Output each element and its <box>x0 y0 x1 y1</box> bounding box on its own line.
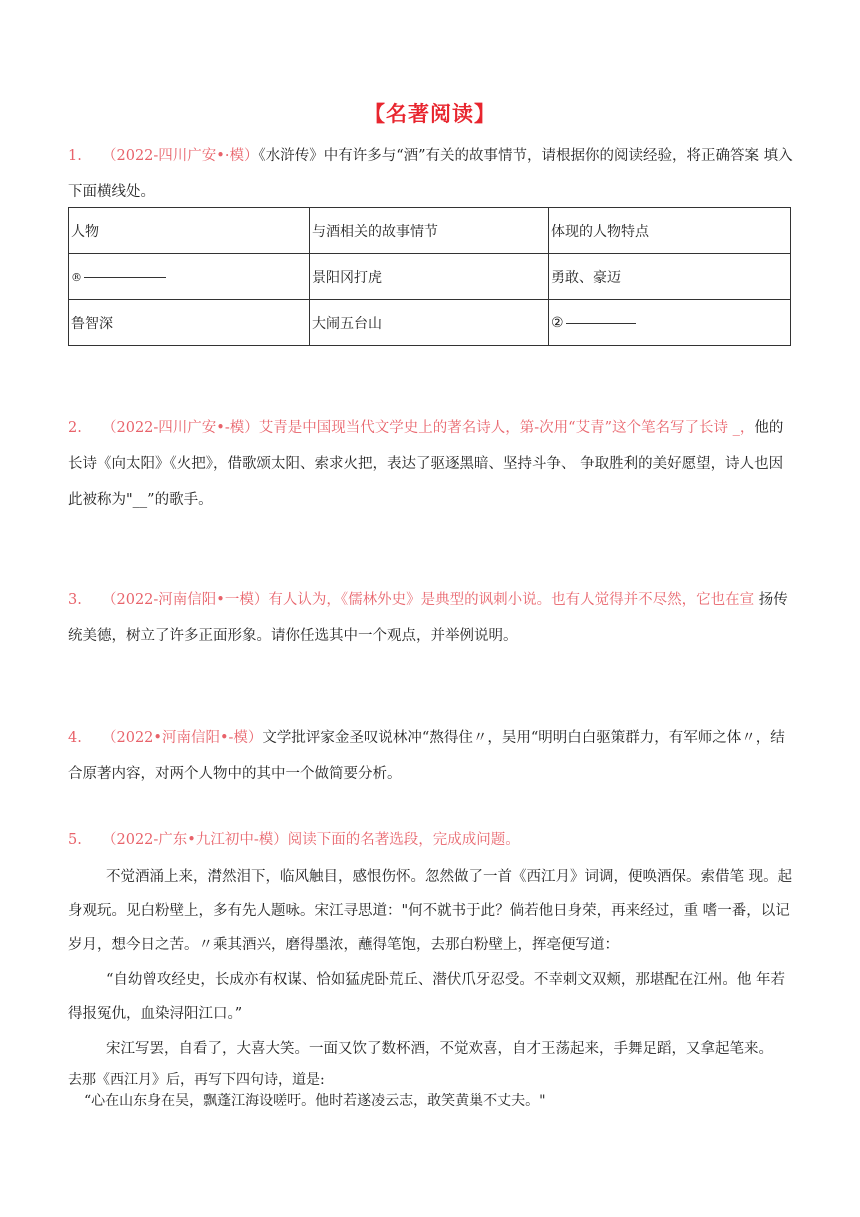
table-header-cell: 体现的人物特点 <box>549 208 791 254</box>
answer-blank[interactable] <box>566 322 636 324</box>
answer-blank[interactable] <box>84 276 166 278</box>
question-number: 1. <box>68 148 82 164</box>
question-2 <box>68 410 796 518</box>
question-text: 《水浒传》中有许多与“酒”有关的故事情节，请根据你的阅读经验，将正确答案 填入下面横线处。 <box>68 148 793 200</box>
table-cell: 鲁智深 <box>69 300 310 346</box>
question-text: 扬传统美德，树立了许多正面形象。请你任选其中一个观点，并举例说明。 <box>68 592 788 644</box>
table-cell <box>549 300 791 346</box>
blank-marker: ® <box>71 270 82 284</box>
table-header-cell: 与酒相关的故事情节 <box>310 208 549 254</box>
question-text-highlight: 艾青是中国现当代文学史上的著名诗人，第-次用“艾青”这个笔名写了长诗 _， <box>258 420 755 436</box>
question-number: 5. <box>68 832 82 848</box>
question-3 <box>68 582 796 654</box>
passage-poem: “自幼曾攻经史，长成亦有权谋、恰如猛虎卧荒丘、潜伏爪牙忍受。不幸刺文双颊，那堪配在江州。他 年若得报冤仇，血染浔阳江口。” <box>68 972 786 1022</box>
table-header-row <box>69 208 791 254</box>
page-title: 【名著阅读】 <box>364 102 496 126</box>
question-number: 4. <box>68 730 82 746</box>
passage-poem: “心在山东身在吴，飘蓬江海设嗟吁。他时若遂凌云志，敢笑黄巢不丈夫。" <box>84 1093 546 1109</box>
question-text: 他的长诗《向太阳》《火把》，借歌颂太阳、索求火把，表达了驱逐黑暗、坚持斗争、 争取胜利的美好愿望，诗人也因此被称为"__”的歌手。 <box>68 420 784 508</box>
passage-line: 去那《西江月》后，再写下四句诗，道是: <box>68 1072 325 1088</box>
blank-marker: ② <box>551 314 564 331</box>
question-text-highlight: 有人认为，《儒林外史》是典型的讽刺小说。也有人觉得并不尽然，它也在宣 <box>268 592 755 608</box>
question-1 <box>68 138 796 210</box>
question-source: （2022-河南信阳•一模） <box>102 592 269 608</box>
table-header-cell: 人物 <box>69 208 310 254</box>
question-5 <box>68 822 796 858</box>
question-text: 文学批评家金圣叹说林冲“熬得住〃，吴用“明明白白驱策群力，有军师之体〃，结 合原著内容，对两个人物中的其中一个做简要分析。 <box>68 730 785 782</box>
question-source: （2022•河南信阳•-模） <box>102 730 263 746</box>
answer-table <box>68 207 791 346</box>
table-row <box>69 254 791 300</box>
table-cell: 景阳冈打虎 <box>310 254 549 300</box>
question-number: 3. <box>68 592 82 608</box>
passage-paragraph: 不觉酒涌上来，潸然泪下，临风触目，感恨伤怀。忽然做了一首《西江月》词调，便唤酒保。索借笔 现。起身观玩。见白粉壁上，多有先人题咏。宋江寻思道："何不就书于此？倘若他日身荣，再来经过，重 嗜一番，以记岁月，想今日之苦。〃乘其酒兴，磨得墨浓，蘸得笔饱，去那白粉壁上，挥亳便写道： <box>68 869 793 953</box>
question-source: （2022-四川广安•-模） <box>102 420 259 436</box>
question-source: （2022-广东•九江初中-模） <box>102 832 288 848</box>
question-4 <box>68 720 796 792</box>
table-cell <box>69 254 310 300</box>
question-text-highlight: 阅读下面的名著选段，完成成问题。 <box>287 832 520 848</box>
question-source: （2022-四川广安•·模） <box>102 148 259 164</box>
table-cell: 大闹五台山 <box>310 300 549 346</box>
table-cell: 勇敢、豪迈 <box>549 254 791 300</box>
question-number: 2. <box>68 420 82 436</box>
passage-paragraph: 宋江写罢，自看了，大喜大笑。一面又饮了数杯酒，不觉欢喜，自才王荡起来，手舞足蹈，又拿起笔来。 <box>106 1041 773 1057</box>
table-row <box>69 300 791 346</box>
